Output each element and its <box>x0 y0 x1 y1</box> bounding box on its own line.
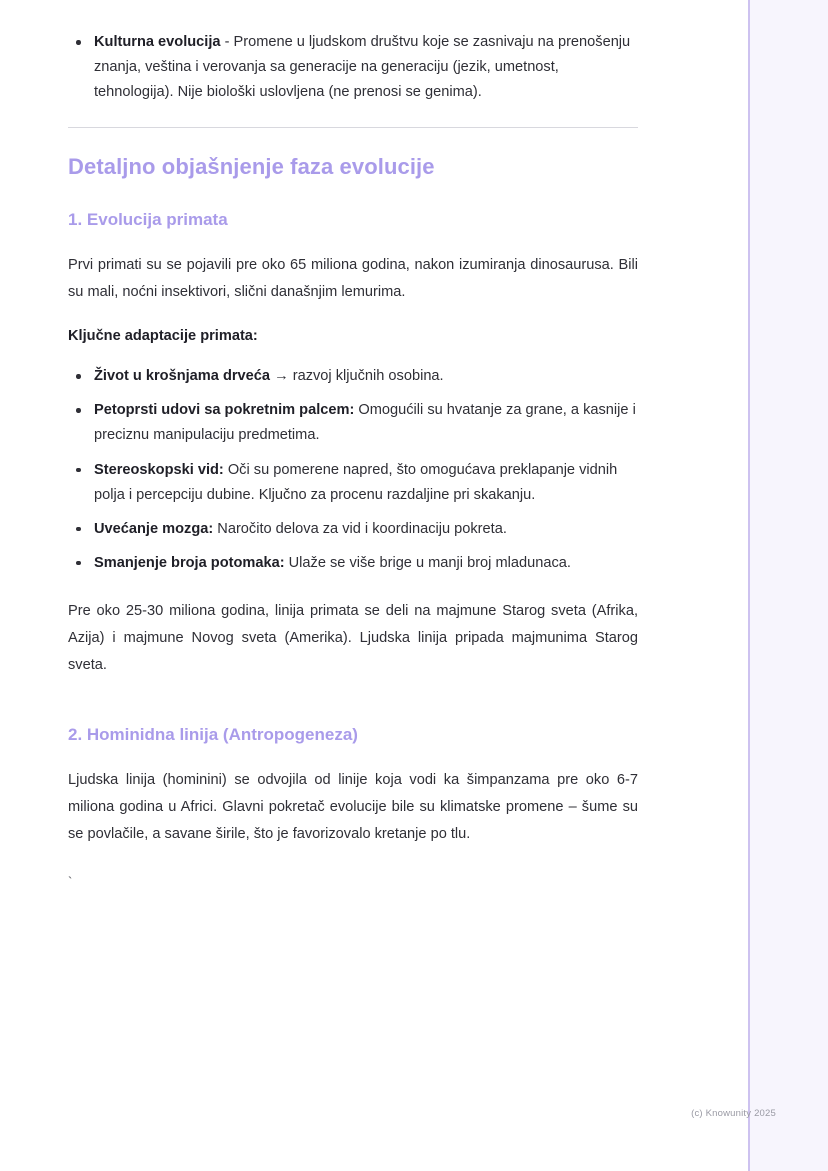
bullet-term: Kulturna evolucija <box>94 34 221 50</box>
paragraph-primates-split: Pre oko 25-30 miliona godina, linija primata se deli na majmune Starog sveta (Afrika, Azija) i majmune Novog sveta (Amerika). Ljudska linija pripada majmunima Starog sveta. <box>68 602 638 673</box>
bullet-term: Stereoskopski vid: <box>94 461 224 478</box>
subsection-title-hominids: 2. Hominidna linija (Antropogeneza) <box>68 724 358 744</box>
bullet-term: Smanjenje broja potomaka: <box>94 554 285 571</box>
bullet-text: Ulaže se više brige u manji broj mladunaca. <box>284 554 571 571</box>
list-item <box>68 551 638 576</box>
bullet-text: Naročito delova za vid i koordinaciju pokreta. <box>213 520 507 537</box>
footer-copyright: (c) Knowunity 2025 <box>691 1108 776 1119</box>
paragraph-hominids-intro: Ljudska linija (hominini) se odvojila od linije koja vodi ka šimpanzama pre oko 6-7 miliona godina u Africi. Glavni pokretač evolucije bile su klimatske promene – šume su se povlačile, a savane širile, što je favorizovalo kretanje po tlu. <box>68 771 638 842</box>
section-divider <box>68 127 638 128</box>
bullet-term: Život u krošnjama drveća <box>94 368 271 385</box>
document-content <box>68 30 638 889</box>
list-item <box>68 517 638 542</box>
list-item <box>68 30 638 105</box>
page-title: Detaljno objašnjenje faza evolucije <box>68 154 435 180</box>
list-item <box>68 458 638 508</box>
right-decorative-strip <box>748 0 828 1171</box>
adaptations-heading: Ključne adaptacije primata: <box>68 328 258 345</box>
bullet-text: → razvoj ključnih osobina. <box>270 368 444 385</box>
paragraph-primates-intro: Prvi primati su se pojavili pre oko 65 miliona godina, nakon izumiranja dinosaurusa. Bili su mali, noćni insektivori, slični današnjim lemurima. <box>68 257 638 301</box>
bullet-text: Oči su pomerene napred, što omogućava preklapanje vidnih polja i percepciju dubine. Ključno za procenu razdaljine pri skakanju. <box>94 461 618 503</box>
top-bullet-list <box>68 30 638 105</box>
bullet-text: Omogućili su hvatanje za grane, a kasnije i preciznu manipulaciju predmetima. <box>94 402 636 444</box>
list-item <box>68 398 638 448</box>
subsection-title-primates: 1. Evolucija primata <box>68 210 228 230</box>
bullet-text: - Promene u ljudskom društvu koje se zasnivaju na prenošenju znanja, veština i verovanja sa generacije na generaciju (jezik, umetnost, tehnologija). Nije biološki uslovljena (ne prenosi se genima). <box>94 34 631 101</box>
list-item <box>68 364 638 389</box>
bullet-term: Uvećanje mozga: <box>94 520 214 537</box>
trailing-backtick: ` <box>68 873 73 889</box>
bullet-term: Petoprsti udovi sa pokretnim palcem: <box>94 402 355 419</box>
adaptations-list <box>68 364 638 576</box>
